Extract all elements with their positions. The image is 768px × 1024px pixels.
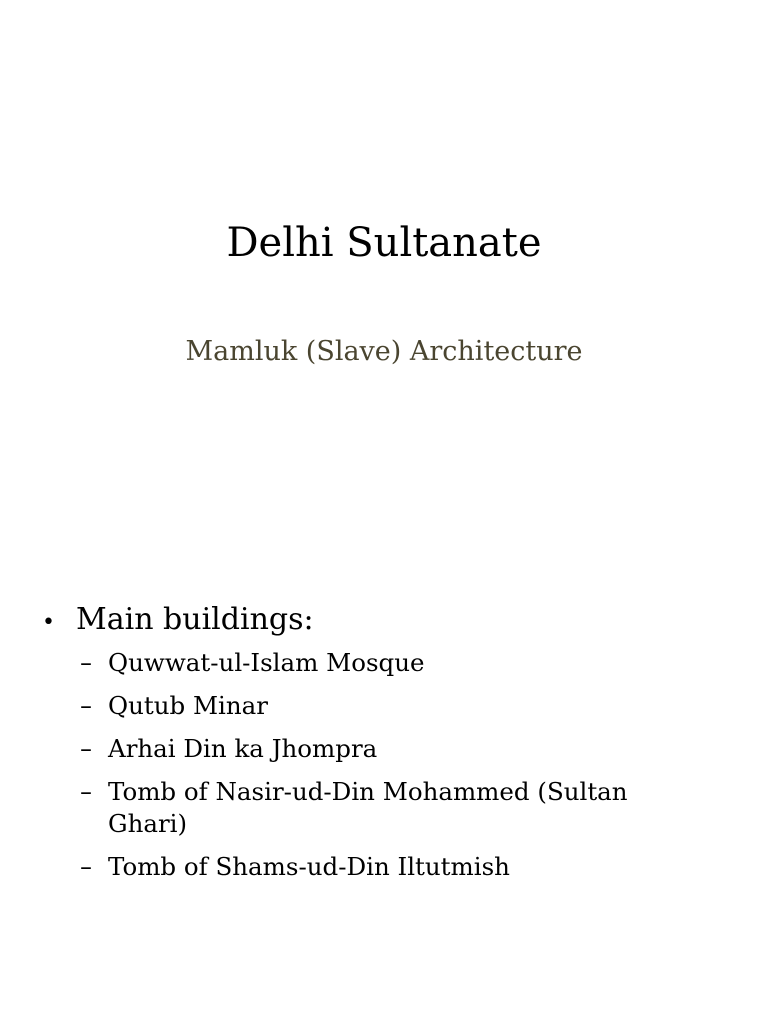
dash-marker: – [80, 649, 92, 677]
list-item-text: Arhai Din ka Jhompra [108, 734, 378, 763]
bullet-list [42, 600, 742, 894]
list-item-text: Qutub Minar [108, 691, 268, 720]
bullet-marker: • [42, 610, 55, 635]
list-item [80, 647, 700, 679]
dash-marker: – [80, 853, 92, 881]
list-item-text: Quwwat-ul-Islam Mosque [108, 648, 425, 677]
list-item [80, 851, 700, 883]
dash-marker: – [80, 778, 92, 806]
bullet-label: Main buildings: [76, 602, 314, 637]
bullet-main-buildings [42, 600, 742, 643]
list-item [80, 776, 700, 840]
list-item-text: Tomb of Shams-ud-Din Iltutmish [108, 852, 510, 881]
slide-subtitle: Mamluk (Slave) Architecture [185, 336, 583, 367]
list-item-text: Tomb of Nasir-ud-Din Mohammed (Sultan Ghari) [108, 777, 628, 838]
list-item [80, 690, 700, 722]
slide-title: Delhi Sultanate [226, 220, 542, 266]
dash-marker: – [80, 692, 92, 720]
list-item [80, 733, 700, 765]
dash-marker: – [80, 735, 92, 763]
sub-bullet-list [42, 647, 742, 883]
